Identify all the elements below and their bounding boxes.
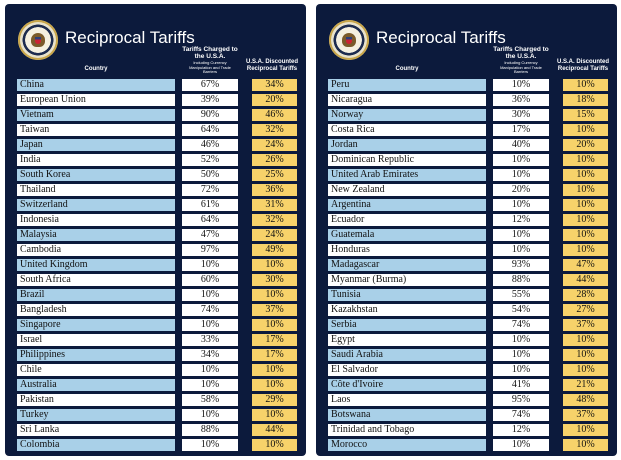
tariff-charged-cell: 10% [493, 349, 549, 361]
table-row [5, 348, 306, 363]
table-row [316, 258, 617, 273]
table-row [5, 318, 306, 333]
country-cell: Egypt [328, 334, 486, 346]
tariff-charged-cell: 10% [493, 439, 549, 451]
discounted-tariff-cell: 18% [563, 94, 608, 106]
tariff-charged-cell: 39% [182, 94, 238, 106]
discounted-tariff-cell: 36% [252, 184, 297, 196]
country-cell: Vietnam [17, 109, 175, 121]
discounted-tariff-cell: 37% [563, 409, 608, 421]
tariff-charged-cell: 10% [493, 334, 549, 346]
tariff-charged-cell: 33% [182, 334, 238, 346]
discounted-tariff-cell: 17% [252, 349, 297, 361]
tariff-charged-cell: 10% [493, 244, 549, 256]
country-cell: Serbia [328, 319, 486, 331]
discounted-tariff-cell: 17% [252, 334, 297, 346]
discounted-tariff-cell: 30% [252, 274, 297, 286]
table-row [316, 288, 617, 303]
header-tariffs-charged-sub: Including Currency Manipulation and Trade Barriers [500, 60, 542, 74]
tariff-charged-cell: 46% [182, 139, 238, 151]
discounted-tariff-cell: 28% [563, 289, 608, 301]
tariff-charged-cell: 10% [182, 289, 238, 301]
discounted-tariff-cell: 10% [252, 289, 297, 301]
tariff-charged-cell: 74% [182, 304, 238, 316]
country-cell: Japan [17, 139, 175, 151]
discounted-tariff-cell: 10% [252, 409, 297, 421]
discounted-tariff-cell: 10% [563, 199, 608, 211]
tariff-charged-cell: 10% [493, 229, 549, 241]
table-row [5, 438, 306, 453]
tariff-charged-cell: 34% [182, 349, 238, 361]
table-row [5, 93, 306, 108]
country-cell: Malaysia [17, 229, 175, 241]
discounted-tariff-cell: 20% [563, 139, 608, 151]
header-discounted-tariffs: U.S.A. Discounted Reciprocal Tariffs [556, 59, 609, 72]
discounted-tariff-cell: 47% [563, 259, 608, 271]
board-title: Reciprocal Tariffs [65, 28, 195, 47]
table-row [316, 243, 617, 258]
tariff-charged-cell: 74% [493, 409, 549, 421]
country-cell: Thailand [17, 184, 175, 196]
country-cell: Guatemala [328, 229, 486, 241]
country-cell: Myanmar (Burma) [328, 274, 486, 286]
tariff-charged-cell: 10% [493, 169, 549, 181]
header-country: Country [84, 66, 108, 72]
discounted-tariff-cell: 25% [252, 169, 297, 181]
country-cell: China [17, 79, 175, 91]
tariff-charged-cell: 20% [493, 184, 549, 196]
country-cell: Pakistan [17, 394, 175, 406]
tariff-charged-cell: 54% [493, 304, 549, 316]
table-row [316, 183, 617, 198]
discounted-tariff-cell: 15% [563, 109, 608, 121]
tariff-charged-cell: 41% [493, 379, 549, 391]
header-country: Country [395, 66, 419, 72]
tariff-charged-cell: 47% [182, 229, 238, 241]
country-cell: India [17, 154, 175, 166]
header-tariffs-charged-main: Tariffs Charged to the U.S.A. [493, 46, 549, 60]
table-row [5, 393, 306, 408]
discounted-tariff-cell: 46% [252, 109, 297, 121]
tariff-charged-cell: 55% [493, 289, 549, 301]
table-row [5, 168, 306, 183]
discounted-tariff-cell: 37% [563, 319, 608, 331]
country-cell: Morocco [328, 439, 486, 451]
header-tariffs-charged [182, 46, 238, 75]
tariff-charged-cell: 64% [182, 214, 238, 226]
country-cell: Taiwan [17, 124, 175, 136]
tariff-charged-cell: 93% [493, 259, 549, 271]
discounted-tariff-cell: 24% [252, 229, 297, 241]
table-row [5, 243, 306, 258]
table-row [316, 153, 617, 168]
country-cell: Côte d'Ivoire [328, 379, 486, 391]
table-row [5, 123, 306, 138]
country-cell: European Union [17, 94, 175, 106]
tariff-charged-cell: 12% [493, 214, 549, 226]
country-cell: Nicaragua [328, 94, 486, 106]
header-tariffs-charged [493, 46, 549, 75]
country-cell: Norway [328, 109, 486, 121]
discounted-tariff-cell: 29% [252, 394, 297, 406]
table-row [316, 273, 617, 288]
table-row [316, 138, 617, 153]
tariff-charged-cell: 10% [182, 439, 238, 451]
discounted-tariff-cell: 10% [563, 169, 608, 181]
discounted-tariff-cell: 20% [252, 94, 297, 106]
header-tariffs-charged-main: Tariffs Charged to the U.S.A. [182, 46, 238, 60]
country-cell: El Salvador [328, 364, 486, 376]
tariff-charged-cell: 97% [182, 244, 238, 256]
tariff-charged-cell: 74% [493, 319, 549, 331]
table-row [316, 318, 617, 333]
table-row [316, 423, 617, 438]
header-tariffs-charged-sub: Including Currency Manipulation and Trade Barriers [189, 60, 231, 74]
discounted-tariff-cell: 10% [563, 424, 608, 436]
discounted-tariff-cell: 31% [252, 199, 297, 211]
discounted-tariff-cell: 10% [563, 364, 608, 376]
country-cell: Botswana [328, 409, 486, 421]
discounted-tariff-cell: 10% [563, 229, 608, 241]
country-cell: Tunisia [328, 289, 486, 301]
tariff-charged-cell: 10% [493, 154, 549, 166]
country-cell: Honduras [328, 244, 486, 256]
presidential-seal-icon [18, 20, 58, 60]
tariff-charged-cell: 10% [493, 79, 549, 91]
tariff-board-left [5, 4, 306, 456]
table-row [316, 108, 617, 123]
country-cell: Australia [17, 379, 175, 391]
tariff-charged-cell: 10% [182, 379, 238, 391]
tariff-charged-cell: 10% [182, 409, 238, 421]
table-row [5, 303, 306, 318]
table-row [5, 423, 306, 438]
presidential-seal-icon [329, 20, 369, 60]
country-cell: Costa Rica [328, 124, 486, 136]
discounted-tariff-cell: 44% [563, 274, 608, 286]
country-cell: Madagascar [328, 259, 486, 271]
table-row [5, 228, 306, 243]
table-row [316, 168, 617, 183]
country-cell: Israel [17, 334, 175, 346]
tariff-charged-cell: 58% [182, 394, 238, 406]
table-row [5, 378, 306, 393]
table-row [316, 348, 617, 363]
discounted-tariff-cell: 10% [563, 439, 608, 451]
tariff-charged-cell: 17% [493, 124, 549, 136]
tariff-charged-cell: 10% [182, 259, 238, 271]
table-row [5, 333, 306, 348]
country-cell: Philippines [17, 349, 175, 361]
country-cell: Dominican Republic [328, 154, 486, 166]
tariff-charged-cell: 12% [493, 424, 549, 436]
country-cell: Switzerland [17, 199, 175, 211]
table-row [316, 378, 617, 393]
tariff-charged-cell: 10% [493, 364, 549, 376]
country-cell: United Arab Emirates [328, 169, 486, 181]
tariff-charged-cell: 10% [182, 319, 238, 331]
discounted-tariff-cell: 10% [252, 259, 297, 271]
discounted-tariff-cell: 10% [252, 364, 297, 376]
table-row [5, 198, 306, 213]
country-cell: Sri Lanka [17, 424, 175, 436]
discounted-tariff-cell: 27% [563, 304, 608, 316]
table-row [316, 363, 617, 378]
discounted-tariff-cell: 10% [563, 349, 608, 361]
country-cell: United Kingdom [17, 259, 175, 271]
tariff-charged-cell: 67% [182, 79, 238, 91]
tariff-charged-cell: 72% [182, 184, 238, 196]
discounted-tariff-cell: 32% [252, 124, 297, 136]
table-row [5, 258, 306, 273]
country-cell: Peru [328, 79, 486, 91]
country-cell: Colombia [17, 439, 175, 451]
country-cell: Cambodia [17, 244, 175, 256]
tariff-charged-cell: 30% [493, 109, 549, 121]
tariff-charged-cell: 36% [493, 94, 549, 106]
country-cell: Kazakhstan [328, 304, 486, 316]
discounted-tariff-cell: 32% [252, 214, 297, 226]
table-row [316, 213, 617, 228]
tariff-charged-cell: 10% [493, 199, 549, 211]
country-cell: New Zealand [328, 184, 486, 196]
tariff-charged-cell: 88% [182, 424, 238, 436]
tariff-charged-cell: 10% [182, 364, 238, 376]
country-cell: Bangladesh [17, 304, 175, 316]
discounted-tariff-cell: 10% [563, 244, 608, 256]
table-row [5, 273, 306, 288]
table-row [316, 408, 617, 423]
discounted-tariff-cell: 37% [252, 304, 297, 316]
discounted-tariff-cell: 10% [563, 79, 608, 91]
country-cell: Jordan [328, 139, 486, 151]
discounted-tariff-cell: 21% [563, 379, 608, 391]
table-row [5, 183, 306, 198]
tariff-charged-cell: 88% [493, 274, 549, 286]
country-cell: Saudi Arabia [328, 349, 486, 361]
discounted-tariff-cell: 26% [252, 154, 297, 166]
table-row [316, 123, 617, 138]
discounted-tariff-cell: 10% [252, 379, 297, 391]
country-cell: South Korea [17, 169, 175, 181]
discounted-tariff-cell: 10% [563, 334, 608, 346]
table-row [316, 303, 617, 318]
country-cell: Chile [17, 364, 175, 376]
table-row [5, 78, 306, 93]
table-row [316, 78, 617, 93]
table-row [316, 198, 617, 213]
tariff-table-left [5, 78, 306, 453]
country-cell: Argentina [328, 199, 486, 211]
tariff-charged-cell: 90% [182, 109, 238, 121]
country-cell: Turkey [17, 409, 175, 421]
country-cell: Brazil [17, 289, 175, 301]
table-row [5, 153, 306, 168]
table-row [5, 108, 306, 123]
table-row [5, 363, 306, 378]
shield-icon [35, 37, 41, 44]
country-cell: South Africa [17, 274, 175, 286]
table-row [316, 438, 617, 453]
discounted-tariff-cell: 34% [252, 79, 297, 91]
table-row [316, 333, 617, 348]
discounted-tariff-cell: 10% [563, 184, 608, 196]
country-cell: Singapore [17, 319, 175, 331]
discounted-tariff-cell: 24% [252, 139, 297, 151]
discounted-tariff-cell: 10% [563, 214, 608, 226]
country-cell: Laos [328, 394, 486, 406]
country-cell: Ecuador [328, 214, 486, 226]
discounted-tariff-cell: 49% [252, 244, 297, 256]
table-row [5, 138, 306, 153]
discounted-tariff-cell: 10% [563, 124, 608, 136]
discounted-tariff-cell: 44% [252, 424, 297, 436]
country-cell: Trinidad and Tobago [328, 424, 486, 436]
table-row [316, 393, 617, 408]
table-row [316, 228, 617, 243]
country-cell: Indonesia [17, 214, 175, 226]
tariff-charged-cell: 61% [182, 199, 238, 211]
table-row [5, 408, 306, 423]
table-row [5, 288, 306, 303]
tariff-charged-cell: 50% [182, 169, 238, 181]
discounted-tariff-cell: 10% [563, 154, 608, 166]
discounted-tariff-cell: 10% [252, 439, 297, 451]
tariff-charged-cell: 95% [493, 394, 549, 406]
tariff-charged-cell: 40% [493, 139, 549, 151]
discounted-tariff-cell: 48% [563, 394, 608, 406]
discounted-tariff-cell: 10% [252, 319, 297, 331]
tariff-charged-cell: 60% [182, 274, 238, 286]
header-discounted-tariffs: U.S.A. Discounted Reciprocal Tariffs [245, 59, 298, 72]
shield-icon [346, 37, 352, 44]
tariff-charged-cell: 52% [182, 154, 238, 166]
board-title: Reciprocal Tariffs [376, 28, 506, 47]
tariff-board-right [316, 4, 617, 456]
tariff-table-right [316, 78, 617, 453]
table-row [5, 213, 306, 228]
tariff-charged-cell: 64% [182, 124, 238, 136]
table-row [316, 93, 617, 108]
